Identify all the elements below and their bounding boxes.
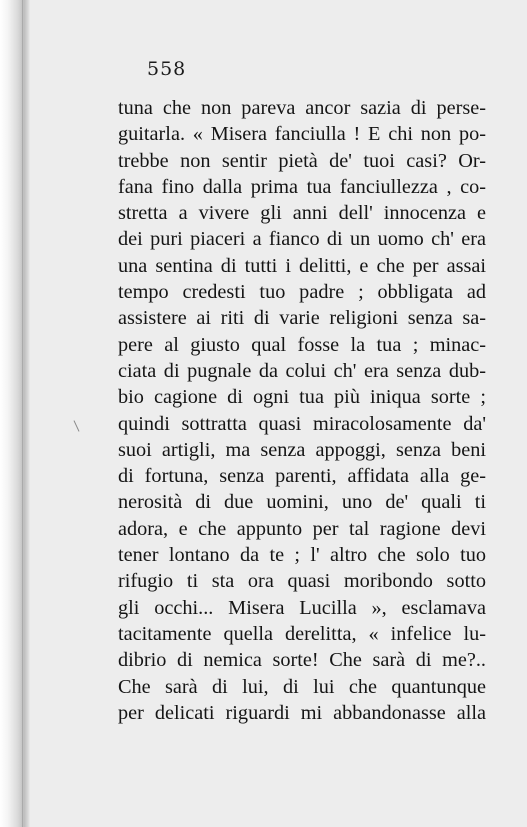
text-line: quindi sottratta quasi miracolosamente da' — [118, 412, 486, 435]
scan-mark — [74, 420, 80, 431]
text-line: nerosità di due uomini, uno de' quali ti — [118, 491, 486, 514]
text-line: di fortuna, senza parenti, affidata alla ge- — [118, 465, 486, 488]
text-line: dibrio di nemica sorte! Che sarà di me?.. — [118, 649, 486, 672]
text-line: fana fino dalla prima tua fanciullezza , co- — [118, 175, 486, 198]
page-gutter-shadow — [0, 0, 30, 827]
text-line: gli occhi... Misera Lucilla », esclamava — [118, 596, 486, 619]
text-line: assistere ai riti di varie religioni senza sa- — [118, 307, 486, 330]
text-line: bio cagione di ogni tua più iniqua sorte ; — [118, 386, 486, 409]
text-line: tacitamente quella derelitta, « infelice lu- — [118, 622, 486, 645]
text-line: tener lontano da te ; l' altro che solo tuo — [118, 544, 486, 567]
text-line: una sentina di tutti i delitti, e che per assai — [118, 254, 486, 277]
text-line: trebbe non sentir pietà de' tuoi casi? Or- — [118, 149, 486, 172]
text-line: adora, e che appunto per tal ragione devi — [118, 517, 486, 540]
text-line: ciata di pugnale da colui ch' era senza dub- — [118, 359, 486, 382]
text-line: stretta a vivere gli anni dell' innocenza e — [118, 202, 486, 225]
body-text — [118, 95, 486, 726]
text-line: tempo credesti tuo padre ; obbligata ad — [118, 281, 486, 304]
text-line: tuna che non pareva ancor sazia di perse- — [118, 97, 486, 119]
text-line: guitarla. « Misera fanciulla ! E chi non po- — [118, 123, 486, 146]
page-number: 558 — [147, 58, 187, 80]
page-edge-line — [22, 0, 23, 827]
text-line: per delicati riguardi mi abbandonasse alla — [118, 701, 486, 724]
text-line: Che sarà di lui, di lui che quantunque — [118, 675, 486, 698]
text-line: suoi artigli, ma senza appoggi, senza beni — [118, 438, 486, 461]
text-line: dei puri piaceri a fianco di un uomo ch' era — [118, 228, 486, 251]
text-line: pere al giusto qual fosse la tua ; minac- — [118, 333, 486, 356]
text-line: rifugio ti sta ora quasi moribondo sotto — [118, 570, 486, 593]
